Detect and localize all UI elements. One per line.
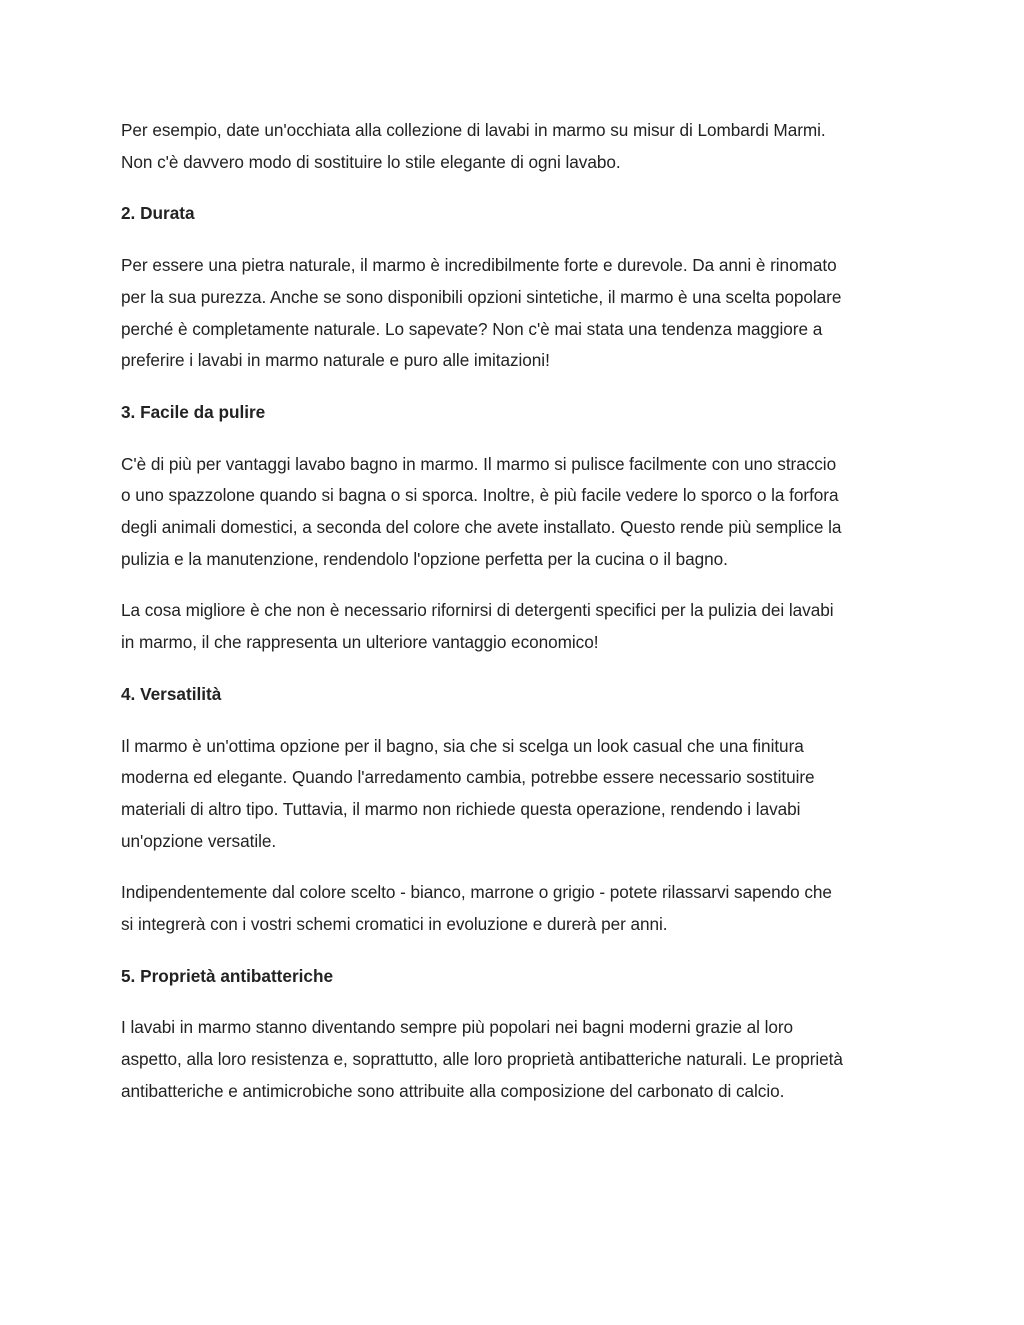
paragraph bbox=[121, 250, 911, 377]
text-line: antibatteriche e antimicrobiche sono attribuite alla composizione del carbonato di calcio. bbox=[121, 1080, 785, 1101]
text-line: Indipendentemente dal colore scelto - bianco, marrone o grigio - potete rilassarvi sapendo che bbox=[121, 882, 832, 903]
section-heading: 3. Facile da pulire bbox=[121, 401, 266, 422]
text-line: per la sua purezza. Anche se sono disponibili opzioni sintetiche, il marmo è una scelta popolare bbox=[121, 286, 842, 307]
section-heading: 5. Proprietà antibatteriche bbox=[121, 965, 334, 986]
text-line: preferire i lavabi in marmo naturale e puro alle imitazioni! bbox=[121, 350, 550, 371]
section-heading-versatilita bbox=[121, 679, 911, 711]
text-line: perché è completamente naturale. Lo sapevate? Non c'è mai stata una tendenza maggiore a bbox=[121, 318, 823, 339]
text-line: pulizia e la manutenzione, rendendolo l'opzione perfetta per la cucina o il bagno. bbox=[121, 548, 728, 569]
document-page bbox=[121, 115, 911, 1128]
text-line: Il marmo è un'ottima opzione per il bagno, sia che si scelga un look casual che una finitura bbox=[121, 735, 804, 756]
paragraph bbox=[121, 877, 911, 940]
section-heading: 4. Versatilità bbox=[121, 683, 222, 704]
paragraph bbox=[121, 731, 911, 858]
section-heading-facile-da-pulire bbox=[121, 397, 911, 429]
text-line: Per essere una pietra naturale, il marmo è incredibilmente forte e durevole. Da anni è rinomato bbox=[121, 255, 837, 276]
paragraph bbox=[121, 449, 911, 576]
text-line: si integrerà con i vostri schemi cromatici in evoluzione e durerà per anni. bbox=[121, 914, 668, 935]
text-line: Non c'è davvero modo di sostituire lo stile elegante di ogni lavabo. bbox=[121, 151, 621, 172]
text-line: Per esempio, date un'occhiata alla collezione di lavabi in marmo su misur di Lombardi Marmi. bbox=[121, 120, 826, 140]
paragraph bbox=[121, 595, 911, 658]
text-line: o uno spazzolone quando si bagna o si sporca. Inoltre, è più facile vedere lo sporco o la forfora bbox=[121, 485, 839, 506]
section-heading-proprieta-antibatteriche bbox=[121, 961, 911, 993]
intro-paragraph bbox=[121, 115, 911, 178]
paragraph bbox=[121, 1012, 911, 1107]
section-heading-durata bbox=[121, 198, 911, 230]
text-line: in marmo, il che rappresenta un ulteriore vantaggio economico! bbox=[121, 632, 599, 653]
text-line: un'opzione versatile. bbox=[121, 830, 277, 851]
text-line: I lavabi in marmo stanno diventando sempre più popolari nei bagni moderni grazie al loro bbox=[121, 1017, 794, 1038]
text-line: materiali di altro tipo. Tuttavia, il marmo non richiede questa operazione, rendendo i lavabi bbox=[121, 798, 801, 819]
text-line: degli animali domestici, a seconda del colore che avete installato. Questo rende più semplice la bbox=[121, 517, 842, 538]
text-line: C'è di più per vantaggi lavabo bagno in marmo. Il marmo si pulisce facilmente con uno straccio bbox=[121, 453, 837, 474]
text-line: aspetto, alla loro resistenza e, soprattutto, alle loro proprietà antibatteriche naturali. Le proprietà bbox=[121, 1049, 843, 1070]
text-line: moderna ed elegante. Quando l'arredamento cambia, potrebbe essere necessario sostituire bbox=[121, 767, 815, 788]
text-line: La cosa migliore è che non è necessario rifornirsi di detergenti specifici per la pulizia dei lavabi bbox=[121, 600, 834, 621]
section-heading: 2. Durata bbox=[121, 203, 195, 224]
